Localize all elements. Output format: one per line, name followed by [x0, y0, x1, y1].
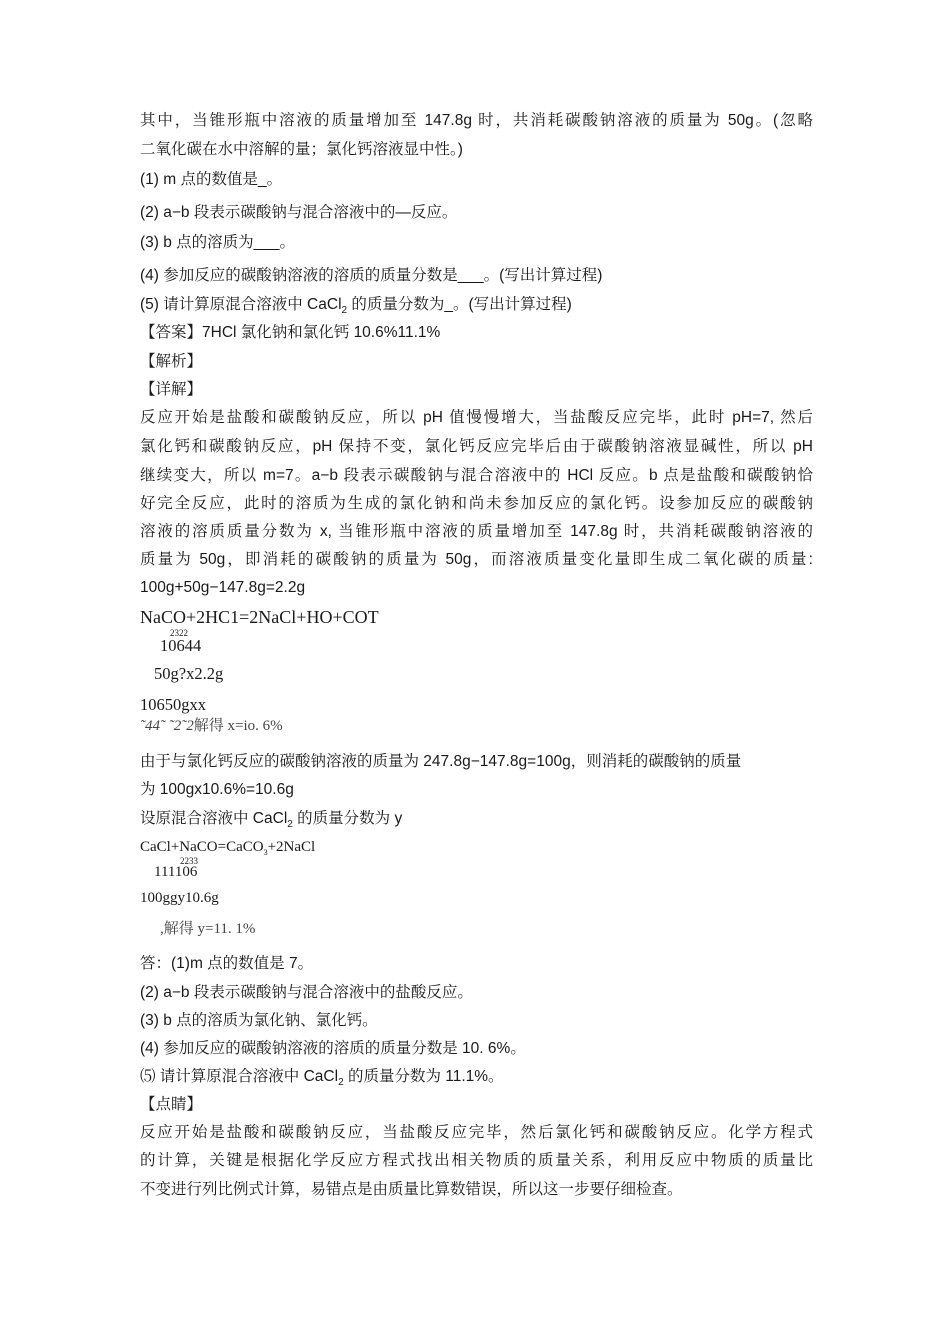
set-variable-line: 设原混合溶液中 CaCl$_2$ 的质量分数为 y — [140, 810, 403, 831]
detail-line-5: 溶液的溶质质量分数为 x, 当锥形瓶中溶液的质量增加至 147.8g 时，共消耗碳酸钠溶液的 — [140, 523, 813, 540]
comment-line-1: 反应开始是盐酸和碳酸钠反应，当盐酸反应完毕，然后氯化钙和碳酸钠反应。化学方程式 — [140, 1124, 813, 1141]
mid-line-2: 为 100gx10.6%=10.6g — [140, 781, 294, 798]
comment-line-2: 的计算，关键是根据化学反应方程式找出相关物质的质量关系，利用反应中物质的质量比 — [140, 1152, 813, 1169]
equation-1-proportion: 10650gxx — [140, 695, 206, 714]
equation-1-ratio: 10644 — [160, 636, 202, 655]
equation-2-given: 100ggy10.6g — [140, 890, 219, 906]
equation-2: CaCl+NaCO=CaCO$_3$+2NaCl — [140, 839, 316, 857]
answer-line: 【答案】7HCl 氯化钠和氯化钙 10.6%11.1% — [140, 324, 441, 341]
detail-line-6: 质量为 50g，即消耗的碳酸钠的质量为 50g，而溶液质量变化量即生成二氧化碳的质量: — [140, 551, 813, 568]
detail-line-2: 氯化钙和碳酸钠反应，pH 保持不变，氯化钙反应完毕后由于碳酸钠溶液显碱性，所以 pH — [140, 438, 813, 455]
equation-1-solution: ˜44˜ ˜2˜2解得 x=io. 6% — [140, 718, 283, 734]
analysis-heading: 【解析】 — [140, 353, 203, 370]
detail-line-7: 100g+50g−147.8g=2.2g — [140, 579, 306, 596]
final-answer-5: ⑸ 请计算原混合溶液中 CaCl$_2$ 的质量分数为 11.1%。 — [140, 1068, 504, 1089]
final-answer-3: (3) b 点的溶质为氯化钠、氯化钙。 — [140, 1012, 378, 1029]
intro-line-2: 二氧化碳在水中溶解的量；氯化钙溶液显中性。) — [140, 141, 463, 158]
equation-1: NaCO+2HC1=2NaCl+HO+COT — [140, 607, 379, 627]
detail-heading: 【详解】 — [140, 381, 203, 398]
question-3: (3) b 点的溶质为___。 — [140, 234, 296, 251]
detail-line-4: 好完全反应，此时的溶质为生成的氯化钠和尚未参加反应的氯化钙。设参加反应的碳酸钠 — [140, 495, 813, 512]
final-answer-4: (4) 参加反应的碳酸钠溶液的溶质的质量分数是 10. 6%。 — [140, 1040, 526, 1057]
question-2: (2) a−b 段表示碳酸钠与混合溶液中的—反应。 — [140, 204, 458, 221]
equation-2-ratio: 111106 — [154, 864, 198, 880]
equation-1-given: 50g?x2.2g — [154, 664, 224, 683]
final-answer-1: 答：(1)m 点的数值是 7。 — [140, 955, 314, 972]
question-1: (1) m 点的数值是_。 — [140, 171, 283, 188]
equation-2-subscripts: 2233 — [180, 856, 198, 866]
intro-line-1: 其中，当锥形瓶中溶液的质量增加至 147.8g 时，共消耗碳酸钠溶液的质量为 50g。(忽略 — [140, 112, 813, 129]
final-answer-2: (2) a−b 段表示碳酸钠与混合溶液中的盐酸反应。 — [140, 984, 473, 1001]
comment-line-3: 不变进行列比例式计算，易错点是由质量比算数错误，所以这一步要仔细检查。 — [140, 1181, 683, 1198]
mid-line-1: 由于与氯化钙反应的碳酸钠溶液的质量为 247.8g−147.8g=100g，则消耗的碳酸钠的质量 — [140, 753, 742, 770]
question-4: (4) 参加反应的碳酸钠溶液的溶质的质量分数是___。(写出计算过程) — [140, 267, 603, 284]
equation-2-solution: ,解得 y=11. 1% — [160, 921, 256, 937]
comment-heading: 【点睛】 — [140, 1096, 203, 1113]
equation-1-subscripts: 2322 — [170, 628, 188, 638]
detail-line-3: 继续变大，所以 m=7。a−b 段表示碳酸钠与混合溶液中的 HCl 反应。b 点是盐酸和碳酸钠恰 — [140, 467, 813, 484]
detail-line-1: 反应开始是盐酸和碳酸钠反应，所以 pH 值慢慢增大，当盐酸反应完毕，此时 pH=7, 然后 — [140, 409, 813, 426]
question-5: (5) 请计算原混合溶液中 CaCl$_2$ 的质量分数为_。(写出计算过程) — [140, 296, 572, 317]
